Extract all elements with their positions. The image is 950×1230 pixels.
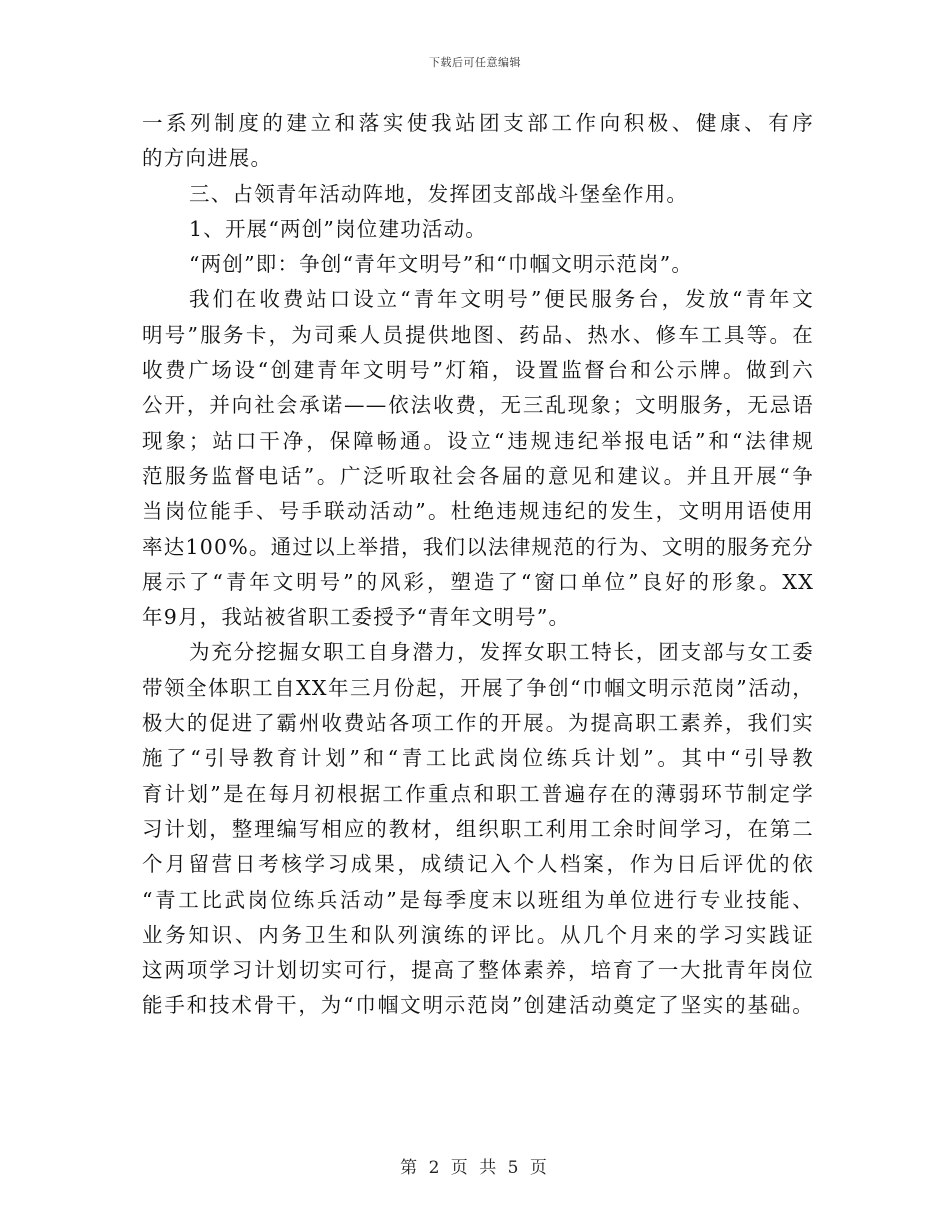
body-line: 年9月，我站被省职工委授予“青年文明号”。 bbox=[142, 605, 571, 630]
body-line: 业务知识、内务卫生和队列演练的评比。从几个月来的学习实践证 bbox=[142, 922, 814, 947]
section-heading: 三、占领青年活动阵地，发挥团支部战斗堡垒作用。 bbox=[189, 181, 689, 206]
body-line: 极大的促进了霸州收费站各项工作的开展。为提高职工素养，我们实 bbox=[142, 711, 814, 736]
body-line: 我们在收费站口设立“青年文明号”便民服务台，发放“青年文 bbox=[189, 287, 814, 312]
body-line: 育计划”是在每月初根据工作重点和职工普遍存在的薄弱环节制定学 bbox=[142, 781, 814, 806]
body-line: 施了“引导教育计划”和“青工比武岗位练兵计划”。其中“引导教 bbox=[142, 746, 814, 771]
subsection-heading: 1、开展“两创”岗位建功活动。 bbox=[189, 216, 488, 241]
body-line: 收费广场设“创建青年文明号”灯箱，设置监督台和公示牌。做到六 bbox=[142, 358, 814, 383]
body-line: 明号”服务卡，为司乘人员提供地图、药品、热水、修车工具等。在 bbox=[142, 322, 814, 347]
body-line: “青工比武岗位练兵活动”是每季度末以班组为单位进行专业技能、 bbox=[142, 887, 814, 912]
body-line: 习计划，整理编写相应的教材，组织职工利用工余时间学习，在第二 bbox=[142, 816, 814, 841]
body-line: 这两项学习计划切实可行，提高了整体素养，培育了一大批青年岗位 bbox=[142, 958, 814, 983]
body-line: 当岗位能手、号手联动活动”。杜绝违规违纪的发生，文明用语使用 bbox=[142, 499, 814, 524]
body-line: 的方向进展。 bbox=[142, 146, 273, 171]
body-line: 为充分挖掘女职工自身潜力，发挥女职工特长，团支部与女工委 bbox=[189, 640, 814, 665]
body-line: 一系列制度的建立和落实使我站团支部工作向积极、健康、有序 bbox=[142, 111, 814, 135]
body-line: 展示了“青年文明号”的风彩，塑造了“窗口单位”良好的形象。XX bbox=[142, 569, 814, 594]
body-line: 公开，并向社会承诺——依法收费，无三乱现象；文明服务，无忌语 bbox=[142, 393, 814, 418]
page-number-footer: 第 2 页 共 5 页 bbox=[400, 1158, 550, 1178]
body-line: “两创”即：争创“青年文明号”和“巾帼文明示范岗”。 bbox=[189, 252, 694, 277]
body-line: 个月留营日考核学习成果，成绩记入个人档案，作为日后评优的依 bbox=[142, 852, 814, 877]
page-header-note: 下载后可任意编辑 bbox=[429, 56, 521, 69]
body-line: 现象；站口干净，保障畅通。设立“违规违纪举报电话”和“法律规 bbox=[142, 428, 814, 453]
body-line: 带领全体职工自XX年三月份起，开展了争创“巾帼文明示范岗”活动， bbox=[142, 675, 814, 700]
body-line: 范服务监督电话”。广泛听取社会各届的意见和建议。并且开展“争 bbox=[142, 463, 814, 488]
document-body bbox=[142, 106, 814, 1024]
body-line: 率达100%。通过以上举措，我们以法律规范的行为、文明的服务充分 bbox=[142, 534, 814, 559]
body-line: 能手和技术骨干，为“巾帼文明示范岗”创建活动奠定了坚实的基础。 bbox=[142, 993, 814, 1018]
